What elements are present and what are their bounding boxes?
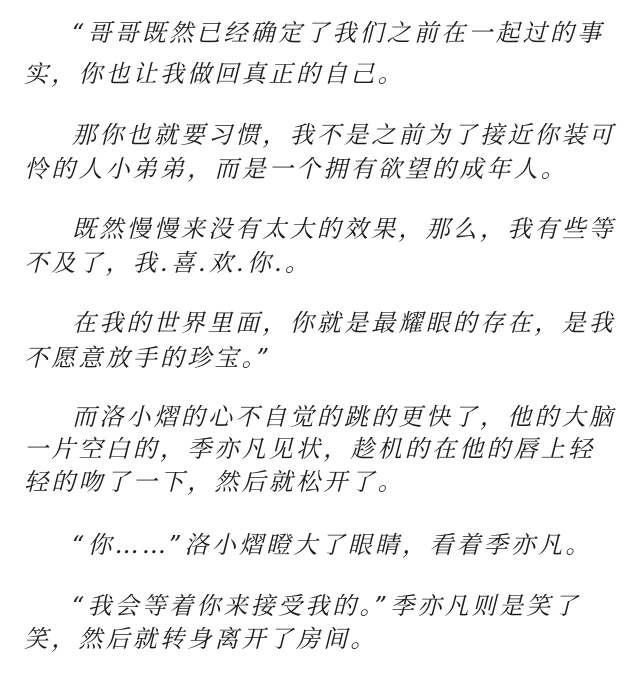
paragraph-1-line-2: 实，你也让我做回真正的自己。 bbox=[24, 60, 405, 88]
paragraph-5-line-3: 轻的吻了一下，然后就松开了。 bbox=[24, 468, 405, 496]
paragraph-5-line-2: 一片空白的，季亦凡见状，趁机的在他的唇上轻 bbox=[24, 435, 596, 463]
paragraph-2-line-2: 怜的人小弟弟，而是一个拥有欲望的成年人。 bbox=[24, 155, 568, 183]
paragraph-1-line-1: “哥哥既然已经确定了我们之前在一起过的事 bbox=[72, 19, 605, 47]
paragraph-2-line-1: 那你也就要习惯，我不是之前为了接近你装可 bbox=[72, 121, 616, 149]
paragraph-3-line-2: 不及了，我.喜.欢.你.。 bbox=[24, 249, 313, 277]
paragraph-3-line-1: 既然慢慢来没有太大的效果，那么，我有些等 bbox=[72, 215, 616, 243]
paragraph-4-line-1: 在我的世界里面，你就是最耀眼的存在，是我 bbox=[72, 309, 616, 337]
paragraph-6-line-1: “你……”洛小熠瞪大了眼睛，看着季亦凡。 bbox=[72, 531, 593, 559]
paragraph-5-line-1: 而洛小熠的心不自觉的跳的更快了，他的大脑 bbox=[72, 403, 616, 431]
paragraph-7-line-1: “我会等着你来接受我的。”季亦凡则是笑了 bbox=[72, 592, 581, 620]
paragraph-4-line-2: 不愿意放手的珍宝。” bbox=[24, 344, 273, 372]
paragraph-7-line-2: 笑，然后就转身离开了房间。 bbox=[24, 625, 378, 653]
